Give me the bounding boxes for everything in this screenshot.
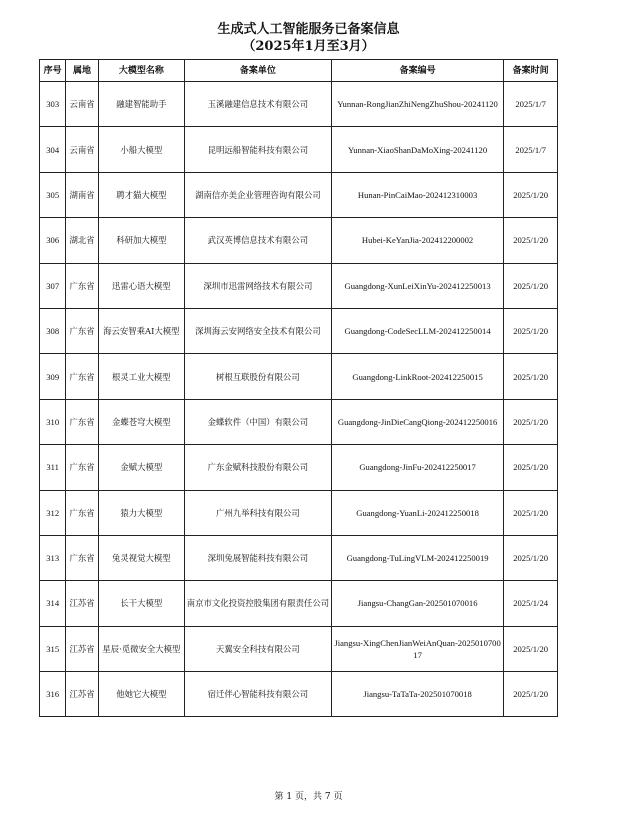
table-row [40,82,558,127]
cell-code: Jiangsu-XingChenJianWeiAnQuan-202501070017 [331,626,503,671]
cell-model: 科研加大模型 [98,218,184,263]
cell-model: 融建智能助手 [98,82,184,127]
cell-unit: 树根互联股份有限公司 [184,354,331,399]
table-row [40,218,558,263]
table-row [40,354,558,399]
cell-province: 江苏省 [66,626,98,671]
cell-date: 2025/1/20 [504,263,558,308]
cell-code: Jiangsu-ChangGan-202501070016 [331,581,503,626]
cell-code: Guangdong-JinDieCangQiong-202412250016 [331,399,503,444]
cell-unit: 天翼安全科技有限公司 [184,626,331,671]
cell-unit: 南京市文化投资控股集团有限责任公司 [184,581,331,626]
cell-unit: 深圳海云安网络安全技术有限公司 [184,308,331,353]
cell-province: 湖北省 [66,218,98,263]
cell-no: 313 [40,535,66,580]
cell-unit: 深圳兔展智能科技有限公司 [184,535,331,580]
cell-date: 2025/1/20 [504,626,558,671]
cell-province: 云南省 [66,127,98,172]
cell-unit: 湖南信亦美企业管理咨询有限公司 [184,172,331,217]
cell-no: 310 [40,399,66,444]
cell-no: 308 [40,308,66,353]
cell-province: 广东省 [66,308,98,353]
cell-date: 2025/1/7 [504,82,558,127]
cell-no: 312 [40,490,66,535]
cell-code: Guangdong-XunLeiXinYu-202412250013 [331,263,503,308]
cell-unit: 广州九举科技有限公司 [184,490,331,535]
cell-model: 聘才猫大模型 [98,172,184,217]
cell-code: Guangdong-CodeSecLLM-202412250014 [331,308,503,353]
header-date: 备案时间 [504,60,558,82]
cell-date: 2025/1/20 [504,172,558,217]
cell-no: 311 [40,445,66,490]
header-code: 备案编号 [331,60,503,82]
cell-province: 广东省 [66,445,98,490]
cell-province: 广东省 [66,354,98,399]
table-header-row [40,60,558,82]
table-row [40,626,558,671]
cell-province: 江苏省 [66,672,98,717]
cell-code: Guangdong-YuanLi-202412250018 [331,490,503,535]
cell-model: 猿力大模型 [98,490,184,535]
cell-unit: 武汉英博信息技术有限公司 [184,218,331,263]
cell-province: 江苏省 [66,581,98,626]
table-row [40,535,558,580]
registration-table [39,59,558,717]
table-row [40,445,558,490]
cell-province: 广东省 [66,490,98,535]
cell-code: Jiangsu-TaTaTa-202501070018 [331,672,503,717]
cell-unit: 玉溪融建信息技术有限公司 [184,82,331,127]
cell-date: 2025/1/20 [504,672,558,717]
cell-model: 小船大模型 [98,127,184,172]
cell-date: 2025/1/20 [504,218,558,263]
cell-province: 广东省 [66,535,98,580]
header-province: 属地 [66,60,98,82]
document-subtitle: （2025年1月至3月） [242,39,375,54]
cell-date: 2025/1/20 [504,354,558,399]
document-title: 生成式人工智能服务已备案信息 [217,22,400,37]
cell-unit: 深圳市迅雷网络技术有限公司 [184,263,331,308]
cell-date: 2025/1/20 [504,308,558,353]
table-row [40,672,558,717]
table-row [40,581,558,626]
header-no: 序号 [40,60,66,82]
cell-model: 根灵工业大模型 [98,354,184,399]
cell-province: 广东省 [66,263,98,308]
cell-no: 306 [40,218,66,263]
header-model: 大模型名称 [98,60,184,82]
table-row [40,172,558,217]
cell-date: 2025/1/20 [504,535,558,580]
cell-date: 2025/1/20 [504,490,558,535]
header-unit: 备案单位 [184,60,331,82]
cell-no: 314 [40,581,66,626]
table-row [40,308,558,353]
table-row [40,490,558,535]
cell-code: Yunnan-XiaoShanDaMoXing-20241120 [331,127,503,172]
cell-date: 2025/1/20 [504,445,558,490]
cell-model: 金赋大模型 [98,445,184,490]
cell-code: Guangdong-TuLingVLM-202412250019 [331,535,503,580]
cell-no: 309 [40,354,66,399]
cell-code: Guangdong-LinkRoot-202412250015 [331,354,503,399]
cell-date: 2025/1/24 [504,581,558,626]
cell-province: 广东省 [66,399,98,444]
cell-no: 304 [40,127,66,172]
cell-model: 长干大模型 [98,581,184,626]
cell-unit: 广东金赋科技股份有限公司 [184,445,331,490]
table-row [40,127,558,172]
cell-code: Hunan-PinCaiMao-202412310003 [331,172,503,217]
cell-date: 2025/1/7 [504,127,558,172]
cell-unit: 昆明远船智能科技有限公司 [184,127,331,172]
cell-no: 307 [40,263,66,308]
table-row [40,399,558,444]
cell-date: 2025/1/20 [504,399,558,444]
cell-province: 云南省 [66,82,98,127]
cell-code: Hubei-KeYanJia-202412200002 [331,218,503,263]
cell-code: Yunnan-RongJianZhiNengZhuShou-20241120 [331,82,503,127]
cell-no: 316 [40,672,66,717]
cell-model: 他她它大模型 [98,672,184,717]
cell-model: 海云安智乘AI大模型 [98,308,184,353]
cell-model: 兔灵视觉大模型 [98,535,184,580]
table-row [40,263,558,308]
cell-model: 金蝶苍穹大模型 [98,399,184,444]
cell-code: Guangdong-JinFu-202412250017 [331,445,503,490]
cell-unit: 宿迁伴心智能科技有限公司 [184,672,331,717]
cell-no: 303 [40,82,66,127]
cell-model: 星辰·觅微安全大模型 [98,626,184,671]
cell-unit: 金蝶软件（中国）有限公司 [184,399,331,444]
page-footer: 第 1 页，共 7 页 [274,792,343,802]
cell-model: 迅雷心语大模型 [98,263,184,308]
cell-no: 315 [40,626,66,671]
cell-province: 湖南省 [66,172,98,217]
cell-no: 305 [40,172,66,217]
